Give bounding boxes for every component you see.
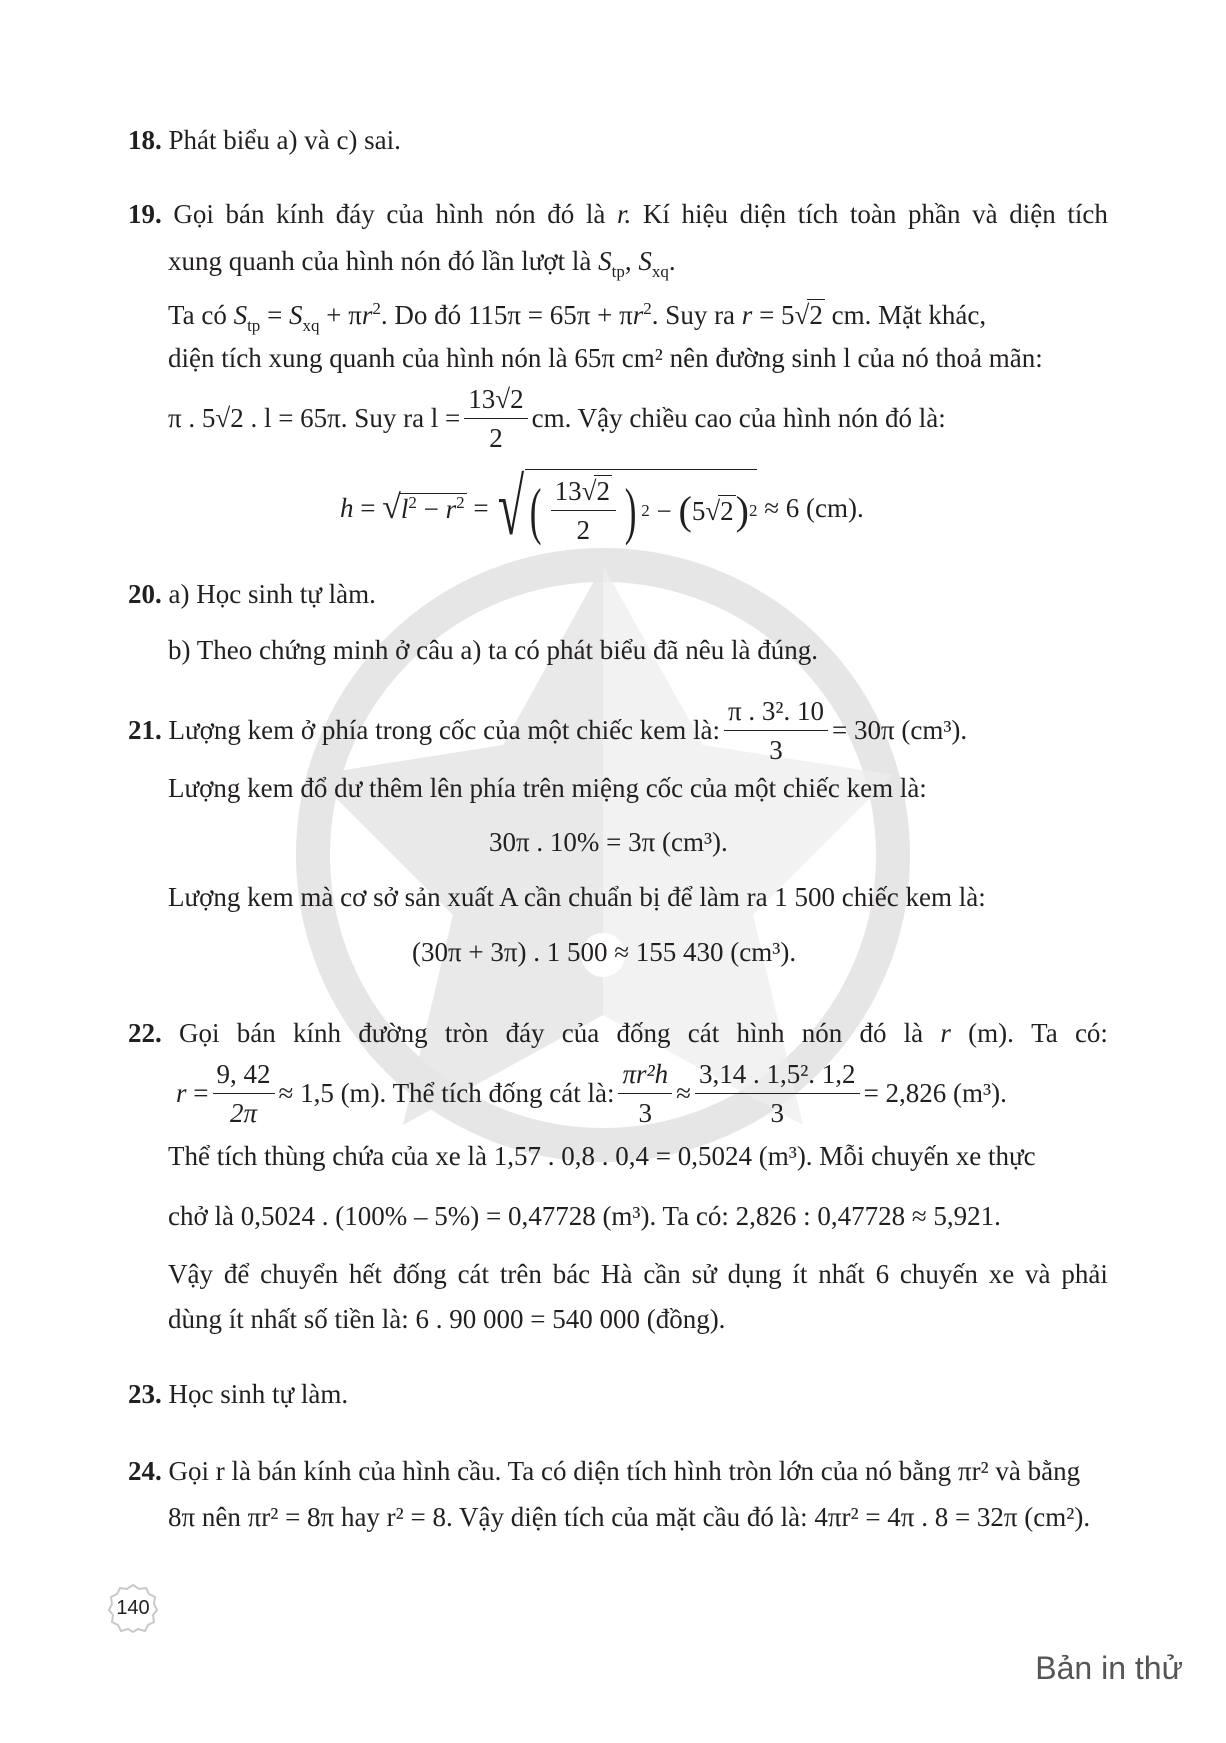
word: phải [1061, 1259, 1108, 1289]
denominator: 3 [638, 1097, 653, 1128]
fraction [618, 1057, 672, 1130]
word: nón [801, 1018, 843, 1048]
word: diện [1009, 199, 1056, 229]
numerator: πr²h [618, 1057, 672, 1094]
denominator: 2 [489, 422, 503, 453]
word: Kí [642, 199, 670, 229]
numerator: 3,14 . 1,5². 1,2 [695, 1057, 860, 1094]
item-number: 21. [128, 715, 162, 745]
word: và [972, 199, 998, 229]
word: ít [792, 1259, 808, 1289]
answer-19-line-3: Ta có $S_{tp} = S_{xq} + \pi r^2$. Do đó $115\pi = 65\pi + \pi r^2$. Suy ra r = 5√2 cm. Mặt khác, [168, 299, 987, 335]
answer-19-line-1 [128, 197, 1108, 231]
item-number: 19. [128, 199, 162, 229]
answer-22-line-6 [168, 1302, 725, 1336]
answer-21-eq-1 [489, 825, 728, 859]
word: trên [499, 1259, 542, 1289]
answer-22-line-5 [168, 1257, 1108, 1291]
answer-24-line-2 [168, 1500, 1090, 1534]
text: dùng ít nhất số tiền là: 6 . 90 000 = 540 000 (đồng). [168, 1304, 726, 1334]
text: cm. Vậy chiều cao của hình nón đó là: [531, 403, 946, 433]
word: cần [643, 1259, 681, 1289]
text: chở là 0,5024 . (100% – 5%) = 0,47728 (m³). Ta có: 2,826 : 0,47728 ≈ 5,921. [168, 1201, 1001, 1231]
word: hết [348, 1259, 382, 1289]
word: kính [276, 199, 325, 229]
text: 8π nên πr² = 8π hay r² = 8. Vậy diện tích của mặt cầu đó là: 4πr² = 4π . 8 = 32π (cm²). [168, 1502, 1091, 1532]
answer-18 [128, 123, 401, 157]
numerator: 13√2 [464, 382, 527, 419]
answer-19-line-4 [168, 341, 1043, 375]
word: kính [292, 1018, 341, 1048]
word: đáy [505, 1018, 545, 1048]
word: hình [736, 1018, 785, 1048]
fraction [724, 694, 828, 767]
word: bán [236, 1018, 276, 1048]
text: Thể tích thùng chứa của xe là 1,57 . 0,8 . 0,4 = 0,5024 (m³). Mỗi chuyến xe thực [168, 1141, 1036, 1171]
fraction [695, 1057, 860, 1130]
word: xe [988, 1259, 1015, 1289]
fraction: $\frac{13√2}{2}$ [551, 474, 616, 547]
text: Ta có [168, 300, 227, 330]
item-number: 22. [128, 1018, 162, 1048]
word: nón [495, 199, 536, 229]
word: đó [547, 199, 575, 229]
answer-text: Phát biểu a) và c) sai. [168, 125, 401, 155]
text: ≈ 1,5 (m). Thể tích đống cát là: [278, 1078, 615, 1108]
word: cát [457, 1259, 490, 1289]
text: xung quanh của hình nón đó lần lượt là [168, 246, 592, 276]
answer-21-eq-2 [412, 935, 796, 969]
answer-19-line-5 [168, 378, 946, 458]
word: r [940, 1018, 951, 1048]
word: cát [687, 1018, 720, 1048]
fraction [213, 1057, 275, 1130]
word: chuyển [260, 1259, 339, 1289]
word: phần [907, 199, 961, 229]
word: bác [552, 1259, 591, 1289]
word: Gọi [178, 1018, 220, 1048]
word: là [585, 199, 606, 229]
word: có: [1074, 1018, 1108, 1048]
text: b) Theo chứng minh ở câu a) ta có phát biểu đã nêu là đúng. [168, 635, 818, 665]
answer-22-line-2: r = $\frac{9, 42}{2\pi}$ ≈ 1,5 (m). Thể tích đống cát là: $\frac{\text{πr²h}}{3}$ ≈ $\frac{\text{3,14 . 1,5². 1,2}}{3}$ = 2,826 (m³). [176, 1058, 1007, 1128]
answer-22-line-3 [168, 1139, 1036, 1173]
word: là [903, 1018, 924, 1048]
item-number: 24. [128, 1456, 162, 1486]
word: sử [691, 1259, 717, 1289]
answer-19-line-2: xung quanh của hình nón đó lần lượt là $S_{tp}$, $S_{xq}$. [168, 246, 676, 281]
word: dụng [727, 1259, 782, 1289]
word: tích [1067, 199, 1108, 229]
text: . Suy ra [651, 300, 736, 330]
denominator: 2π [229, 1097, 258, 1128]
word: đó [859, 1018, 887, 1048]
word: hiệu [681, 199, 728, 229]
answer-21-line-2 [168, 771, 927, 805]
word: hình [435, 199, 484, 229]
text: = 30π (cm³). [832, 715, 968, 745]
item-number: 18. [128, 125, 162, 155]
text: = 2,826 (m³). [863, 1078, 1007, 1108]
word: để [223, 1259, 250, 1289]
text: Lượng kem ở phía trong cốc của một chiếc kem là: [168, 715, 721, 745]
word: toàn [849, 199, 897, 229]
word: 6 [875, 1259, 890, 1289]
text: ≈ 6 (cm). [764, 493, 864, 523]
word: diện [739, 199, 787, 229]
fraction [464, 382, 527, 455]
text: . Do đó 115π = 65π + π [380, 300, 633, 330]
answer-23 [128, 1377, 348, 1411]
word: đáy [335, 199, 375, 229]
word: (m). [968, 1018, 1014, 1048]
draft-label: Bản in thử [1035, 1650, 1183, 1686]
word: bán [225, 199, 265, 229]
text: a) Học sinh tự làm. [168, 579, 376, 609]
numerator: 9, 42 [213, 1057, 275, 1094]
equation: (30π + 3π) . 1 500 ≈ 155 430 (cm³). [412, 937, 797, 967]
word: đống [392, 1259, 447, 1289]
text: diện tích xung quanh của hình nón là 65π cm² nên đường sinh l của nó thoả mãn: [168, 343, 1043, 373]
text: π . 5√2 . l = 65π. Suy ra l = [168, 403, 461, 433]
numerator: π . 3². 10 [724, 694, 828, 731]
height-formula: h = √ $l^2 - r^2$ = √ ( $\frac{13√2}{2}$ ) 2 − ( 5 √ 2 ) 2 ≈ 6 (cm). [340, 464, 864, 552]
word: của [386, 199, 424, 229]
text: Gọi r là bán kính của hình cầu. Ta có diện tích hình tròn lớn của nó bằng πr² và bằng [168, 1456, 1081, 1486]
answer-20-b [168, 633, 818, 667]
text: cm. Mặt khác, [831, 300, 987, 330]
word: Hà [601, 1259, 633, 1289]
answer-20-a [128, 577, 376, 611]
word: Vậy [168, 1259, 213, 1289]
answer-21-line-3 [168, 880, 986, 914]
word: chuyến [899, 1259, 978, 1289]
word: nhất [818, 1259, 865, 1289]
word: tích [797, 199, 839, 229]
text: Lượng kem mà cơ sở sản xuất A cần chuẩn bị để làm ra 1 500 chiếc kem là: [168, 882, 986, 912]
text: Học sinh tự làm. [168, 1379, 349, 1409]
answer-22-line-1 [128, 1016, 1108, 1050]
denominator: 3 [769, 734, 783, 765]
word: Ta [1031, 1018, 1058, 1048]
word: tròn [444, 1018, 489, 1048]
answer-21-line-1 [128, 689, 967, 771]
answer-24-line-1 [128, 1454, 1080, 1488]
answer-22-line-4 [168, 1199, 1001, 1233]
text: Lượng kem đổ dư thêm lên phía trên miệng cốc của một chiếc kem là: [168, 773, 927, 803]
word: đống [616, 1018, 671, 1048]
word: Gọi [173, 199, 214, 229]
item-number: 20. [128, 579, 162, 609]
item-number: 23. [128, 1379, 162, 1409]
word: và [1025, 1259, 1051, 1289]
page-number-badge [108, 1583, 158, 1633]
denominator: 3 [770, 1097, 784, 1128]
word: r. [616, 199, 632, 229]
word: của [561, 1018, 600, 1048]
equation: 30π . 10% = 3π (cm³). [489, 827, 728, 857]
page-number: 140 [116, 1597, 150, 1619]
word: đường [358, 1018, 428, 1048]
